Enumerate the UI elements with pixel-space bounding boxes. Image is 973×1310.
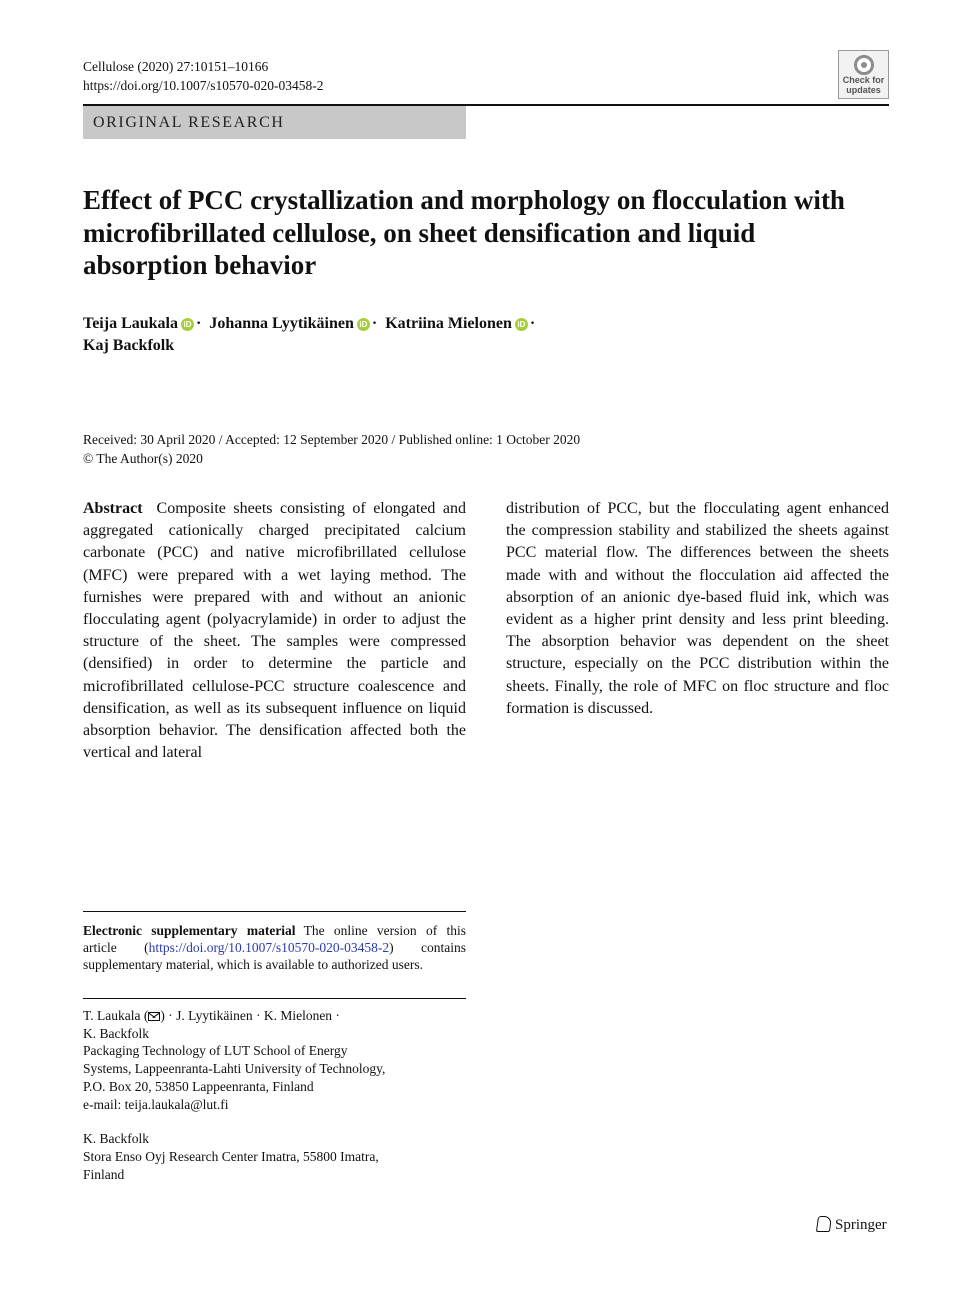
author-name: Johanna Lyytikäinen	[209, 315, 354, 332]
journal-line: Cellulose (2020) 27:10151–10166	[83, 59, 269, 74]
esm-doi-link[interactable]: https://doi.org/10.1007/s10570-020-03458-2	[148, 940, 390, 955]
abstract-left-column	[83, 498, 466, 764]
footnote-rule	[83, 911, 466, 912]
abstract-text-right: distribution of PCC, but the flocculating agent enhanced the compression stability and stabilized the sheets against PCC material flow. The differences between the sheets made with and without the flocculation aid affected the absorption of an anionic dye-based fluid ink, which was evident as a higher print density and less print bleeding. The absorption behavior was dependent on the sheet structure, especially on the PCC distribution within the sheets. Finally, the role of MFC on floc structure and floc formation is discussed.	[506, 500, 889, 717]
springer-horse-icon	[816, 1216, 832, 1232]
article-title: Effect of PCC crystallization and morphology on flocculation with microfibrillated cellulose, on sheet densification and liquid absorption behavior	[83, 185, 845, 280]
check-for-updates-badge[interactable]	[838, 50, 889, 99]
author-separator: ·	[529, 315, 536, 332]
supplementary-note: Electronic supplementary material The online version of this article (https://doi.org/10.1007/s10570-020-03458-2) contains supplementary material, which is available to authorized users.	[83, 923, 467, 972]
author-separator: ·	[196, 315, 202, 332]
author-name: Kaj Backfolk	[83, 337, 175, 354]
copyright-line: © The Author(s) 2020	[83, 450, 203, 466]
dates-line: Received: 30 April 2020 / Accepted: 12 September 2020 / Published online: 1 October 2020	[83, 432, 581, 447]
abstract-label: Abstract	[83, 500, 143, 517]
journal-citation	[83, 57, 324, 95]
crossmark-icon	[854, 55, 874, 75]
section-label: ORIGINAL RESEARCH	[83, 106, 466, 139]
affiliation-rule	[83, 998, 466, 999]
doi-link[interactable]: https://doi.org/10.1007/s10570-020-03458-2	[83, 78, 324, 93]
abstract-right-column	[506, 498, 889, 720]
author-separator: ·	[371, 315, 378, 332]
author-name: Katriina Mielonen	[385, 315, 512, 332]
check-badge-label: Check for updates	[842, 75, 885, 95]
publisher-logo	[817, 1215, 887, 1235]
affiliations: T. Laukala ( ) · J. Lyytikäinen · K. Mielonen · K. Backfolk Packaging Technology of LUT School of Energy Systems, Lappeenranta-Lahti University of Technology, P.O. Box 20, 53850 Lappeenranta, Finland e-mail: teija.laukala@lut.fi K. Backfolk Stora Enso Oyj Research Center Imatra, 55800 Imatra, Finland	[83, 1007, 466, 1183]
orcid-icon[interactable]: iD	[357, 318, 370, 331]
author-email[interactable]: e-mail: teija.laukala@lut.fi	[83, 1096, 229, 1112]
orcid-icon[interactable]: iD	[181, 318, 194, 331]
abstract-text-left: Composite sheets consisting of elongated and aggregated cationically charged precipitated calcium carbonate (PCC) and native microfibrillated cellulose (MFC) were prepared with a wet laying method. The furnishes were prepared with and without an anionic flocculating agent (polyacrylamide) in order to adjust the structure of the sheet. The samples were compressed (densified) in order to determine the particle and microfibrillated cellulose-PCC structure coalescence and densification, as well as its subsequent influence on liquid absorption behavior. The densification affected both the vertical and lateral	[83, 500, 466, 762]
author-name: Teija Laukala	[83, 315, 178, 332]
esm-label: Electronic supplementary material	[83, 923, 296, 938]
publication-dates	[83, 431, 580, 468]
envelope-icon[interactable]	[148, 1012, 160, 1021]
orcid-icon[interactable]: iD	[515, 318, 528, 331]
author-list	[83, 313, 683, 357]
publisher-name: Springer	[835, 1217, 887, 1233]
